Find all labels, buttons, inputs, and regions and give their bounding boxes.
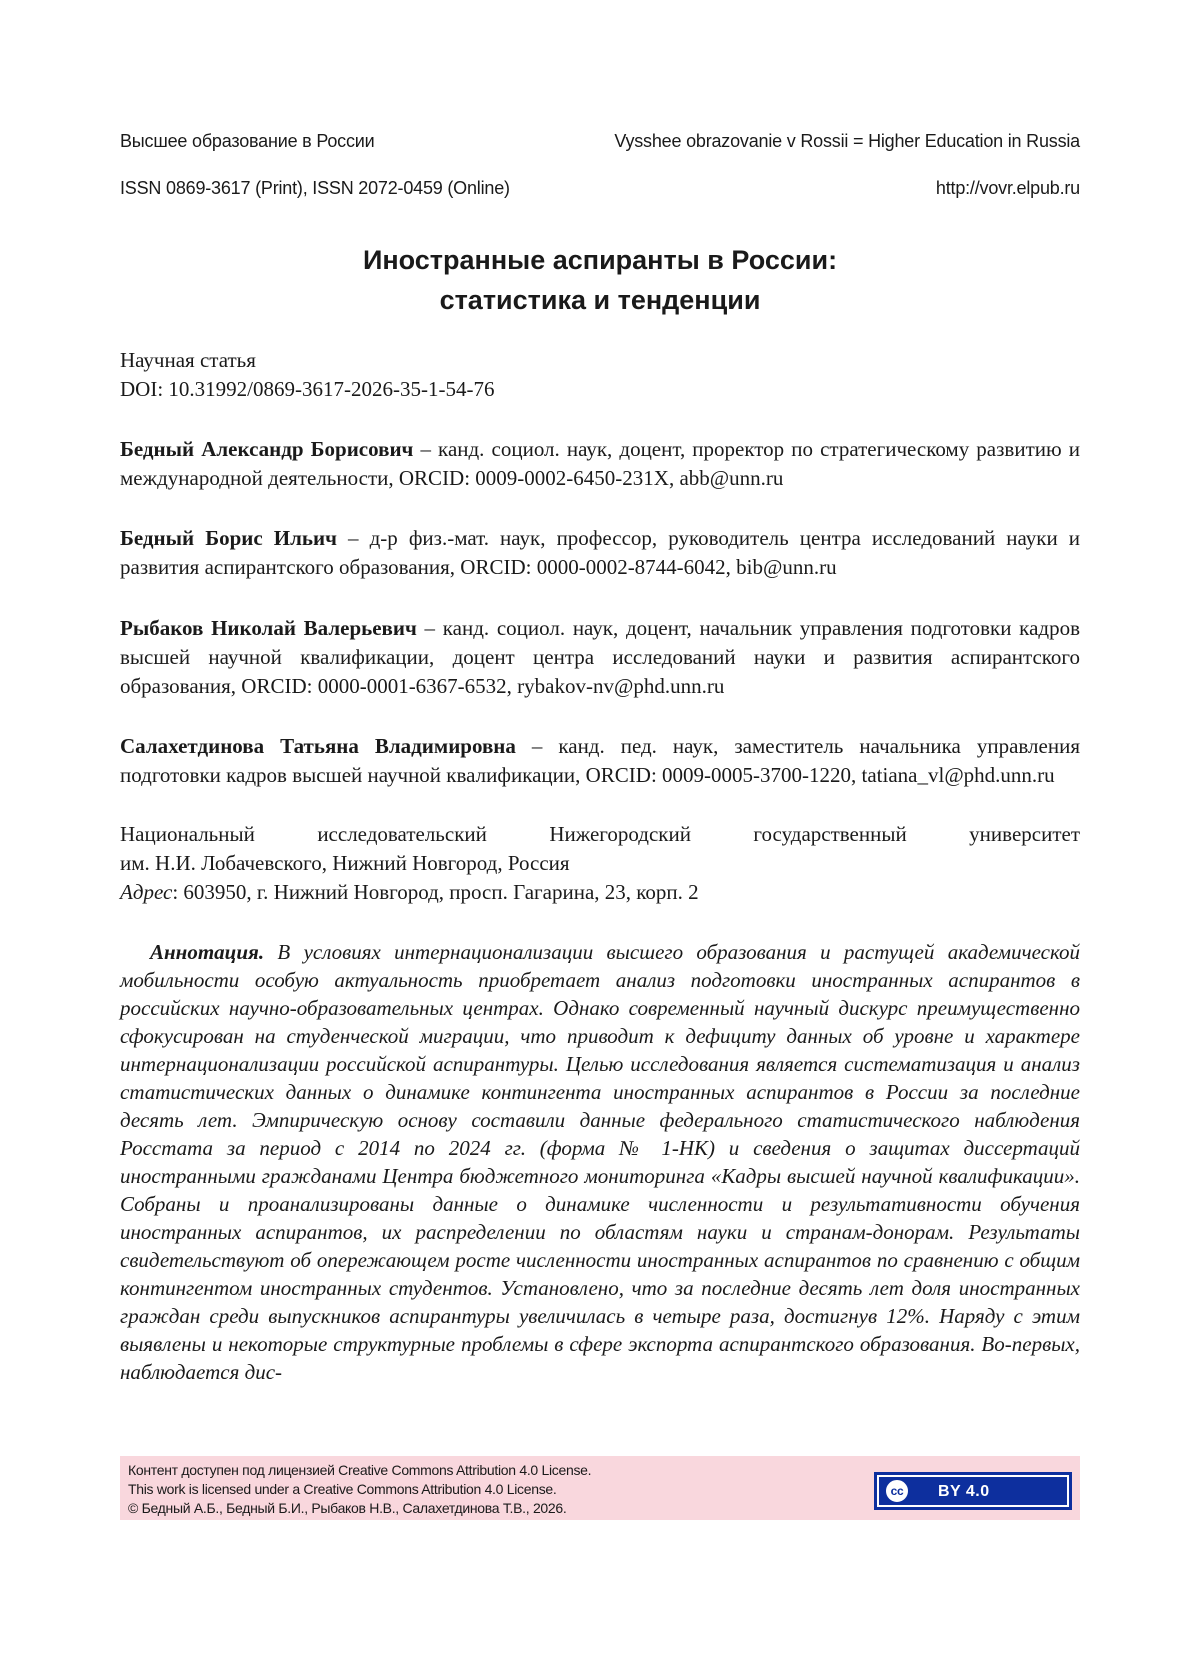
abstract	[120, 938, 1080, 1386]
affiliation-line-1: Национальный исследовательский Нижегородский государственный университет	[120, 822, 1080, 846]
title-line-1: Иностранные аспиранты в России:	[362, 245, 838, 275]
journal-url[interactable]: http://vovr.elpub.ru	[935, 178, 1080, 198]
title-line-2: статистика и тенденции	[439, 285, 761, 315]
author-2	[120, 524, 1080, 582]
license-lines	[128, 1461, 591, 1518]
abstract-label: Аннотация.	[150, 940, 265, 964]
author-3	[120, 614, 1080, 701]
abstract-text: В условиях интернационализации высшего образования и растущей академической мобильности особую актуальность приобретает анализ подготовки иностранных аспирантов в российских научно-образовательных центрах. Однако современный научный дискурс преимущественно сфокусирован на студенческой миграции, что приводит к дефициту данных об уровне и характере интернационализации российской аспирантуры. Целью исследования является систематизация и анализ статистических данных о динамике контингента иностранных аспирантов в России за последние десять лет. Эмпирическую основу составили данные федерального статистического наблюдения Росстата за период с 2014 по 2024 гг. (форма № 1-НК) и сведения о защитах диссертаций иностранными гражданами Центра бюджетного мониторинга «Кадры высшей научной квалификации». Собраны и проанализированы данные о динамике численности и результативности обучения иностранных аспирантов, их распределении по областям науки и странам-донорам. Результаты свидетельствуют об опережающем росте численности иностранных аспирантов по сравнению с общим контингентом иностранных студентов. Установлено, что за последние десять лет доля иностранных граждан среди выпускников аспирантуры увеличилась в четыре раза, достигнув 12%. Наряду с этим выявлены и некоторые структурные проблемы в сфере экспорта аспирантского образования. Во-первых, наблюдается дис-	[120, 940, 1080, 1384]
running-header-bottom	[120, 178, 1080, 199]
article-doi[interactable]: DOI: 10.31992/0869-3617-2026-35-1-54-76	[120, 377, 495, 401]
cc-by-badge[interactable]	[874, 1472, 1072, 1510]
author-name: Бедный Борис Ильич	[120, 526, 337, 550]
copyright: © Бедный А.Б., Бедный Б.И., Рыбаков Н.В., Салахетдинова Т.В., 2026.	[128, 1500, 567, 1516]
author-4	[120, 732, 1080, 790]
author-details: – канд. социол. наук, доцент, проректор по стратегическому развитию и международной деятельности, ORCID: 0009-0002-6450-231X, abb@unn.ru	[120, 437, 1080, 490]
author-name: Бедный Александр Борисович	[120, 437, 414, 461]
article-meta	[120, 346, 494, 404]
affiliation	[120, 820, 1080, 907]
author-details: – д-р физ.-мат. наук, профессор, руководитель центра исследований науки и развития аспирантского образования, ORCID: 0000-0002-8744-6042, bib@unn.ru	[120, 526, 1080, 579]
address-value: : 603950, г. Нижний Новгород, просп. Гагарина, 23, корп. 2	[172, 880, 699, 904]
author-name: Салахетдинова Татьяна Владимировна	[120, 734, 516, 758]
license-box	[120, 1456, 1080, 1520]
article-title	[120, 240, 1080, 320]
journal-title-en: Vysshee obrazovanie v Rossii = Higher Education in Russia	[614, 131, 1080, 151]
issn: ISSN 0869-3617 (Print), ISSN 2072-0459 (Online)	[120, 178, 510, 198]
author-1	[120, 435, 1080, 493]
author-name: Рыбаков Николай Валерьевич	[120, 616, 417, 640]
author-details: – канд. пед. наук, заместитель начальника управления подготовки кадров высшей научной квалификации, ORCID: 0009-0005-3700-1220, tatiana_vl@phd.unn.ru	[120, 734, 1080, 787]
author-details: – канд. социол. наук, доцент, начальник управления подготовки кадров высшей научной квалификации, доцент центра исследований науки и развития аспирантского образования, ORCID: 0000-0001-6367-6532, rybakov-nv@phd.unn.ru	[120, 616, 1080, 698]
cc-icon: cc	[884, 1478, 910, 1504]
running-header-top	[120, 131, 1080, 152]
journal-title-ru: Высшее образование в России	[120, 131, 375, 151]
article-type: Научная статья	[120, 348, 256, 372]
affiliation-address	[120, 878, 1080, 907]
affiliation-line-2: им. Н.И. Лобачевского, Нижний Новгород, Россия	[120, 851, 570, 875]
license-en: This work is licensed under a Creative Commons Attribution 4.0 License.	[128, 1481, 557, 1497]
address-label: Адрес	[120, 880, 173, 904]
cc-badge-text: BY 4.0	[938, 1483, 990, 1500]
license-ru: Контент доступен под лицензией Creative Commons Attribution 4.0 License.	[128, 1462, 592, 1478]
